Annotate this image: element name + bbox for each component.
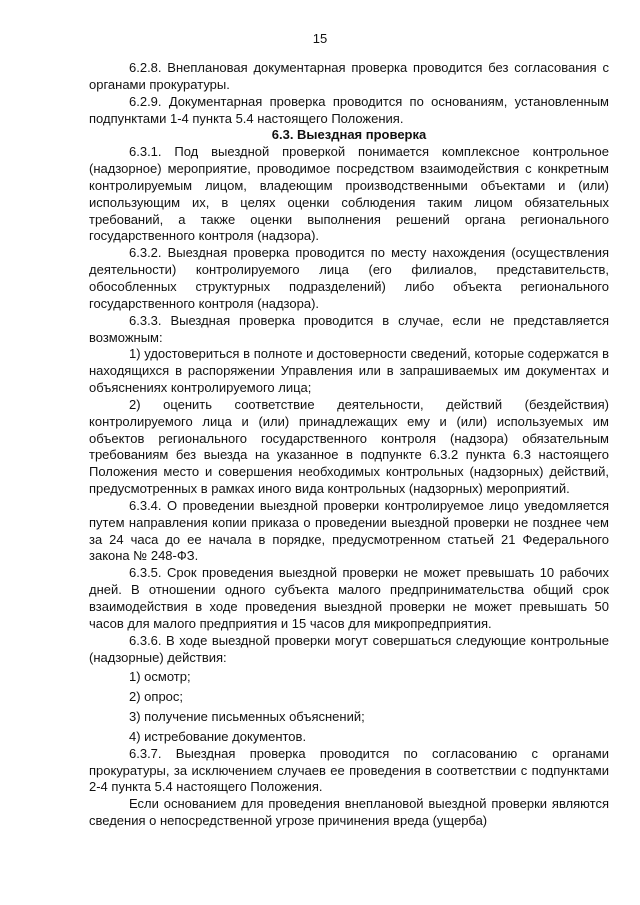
paragraph-6-3-5: 6.3.5. Срок проведения выездной проверки не может превышать 10 рабочих дней. В отношении одного субъекта малого предпринимательства общий срок взаимодействия в ходе проведения выездной проверки не может превышать 50 часов для малого предприятия и 15 часов для микропредприятия.: [89, 565, 609, 631]
paragraph-6-2-9: 6.2.9. Документарная проверка проводится по основаниям, установленным подпунктами 1-4 пункта 5.4 настоящего Положения.: [89, 93, 609, 126]
paragraph-6-3-6: 6.3.6. В ходе выездной проверки могут совершаться следующие контрольные (надзорные) действия:: [89, 632, 609, 665]
paragraph-6-3-3-item-1: 1) удостовериться в полноте и достоверности сведений, которые содержатся в находящихся в распоряжении Управления или в запрашиваемых им документах и объяснениях контролируемого лица;: [89, 346, 609, 396]
paragraph-6-3-2: 6.3.2. Выездная проверка проводится по месту нахождения (осуществления деятельности) контролируемого лица (его филиалов, представительств, обособленных структурных подразделений) либо объекта регионального государственного контроля (надзора).: [89, 245, 609, 311]
section-heading-6-3: 6.3. Выездная проверка: [271, 127, 427, 143]
paragraph-continuation: Если основанием для проведения внеплановой выездной проверки являются сведения о непосредственной угрозе причинения вреда (ущерба): [89, 796, 609, 829]
list-item-written-explanations: 3) получение письменных объяснений;: [129, 709, 365, 725]
list-item-inspection: 1) осмотр;: [129, 669, 191, 685]
list-item-document-request: 4) истребование документов.: [129, 728, 307, 744]
list-item-questioning: 2) опрос;: [129, 689, 184, 705]
paragraph-6-3-3-item-2: 2) оценить соответствие деятельности, действий (бездействия) контролируемого лица и (или) принадлежащих ему и (или) используемых им объектов регионального государственного контроля (надзора) обязательным требованиям без выезда на указанное в подпункте 6.3.2 пункта 6.3 настоящего Положения место и совершения необходимых контрольных (надзорных) действий, предусмотренных в рамках иного вида контрольных (надзорных) мероприятий.: [89, 396, 609, 497]
paragraph-6-2-8: 6.2.8. Внеплановая документарная проверка проводится без согласования с органами прокуратуры.: [89, 60, 609, 92]
paragraph-6-3-4: 6.3.4. О проведении выездной проверки контролируемое лицо уведомляется путем направления копии приказа о проведении выездной проверки не позднее чем за 24 часа до ее начала в порядке, предусмотренном статьей 21 Федерального закона № 248-ФЗ.: [89, 497, 609, 564]
document-body: [89, 60, 609, 830]
paragraph-6-3-1: 6.3.1. Под выездной проверкой понимается комплексное контрольное (надзорное) мероприятие, проводимое посредством взаимодействия с конкретным контролируемым лицом, владеющим производственными объектами и (или) использующим их, в целях оценки соблюдения таким лицом обязательных требований, а также оценки выполнения решений органа регионального государственного контроля (надзора).: [89, 144, 609, 244]
paragraph-6-3-3: 6.3.3. Выездная проверка проводится в случае, если не представляется возможным:: [89, 312, 609, 345]
page-number: 15: [312, 31, 328, 46]
paragraph-6-3-7: 6.3.7. Выездная проверка проводится по согласованию с органами прокуратуры, за исключением случаев ее проведения в соответствии с подпунктами 2-4 пункта 5.4 настоящего Положения.: [89, 745, 609, 795]
